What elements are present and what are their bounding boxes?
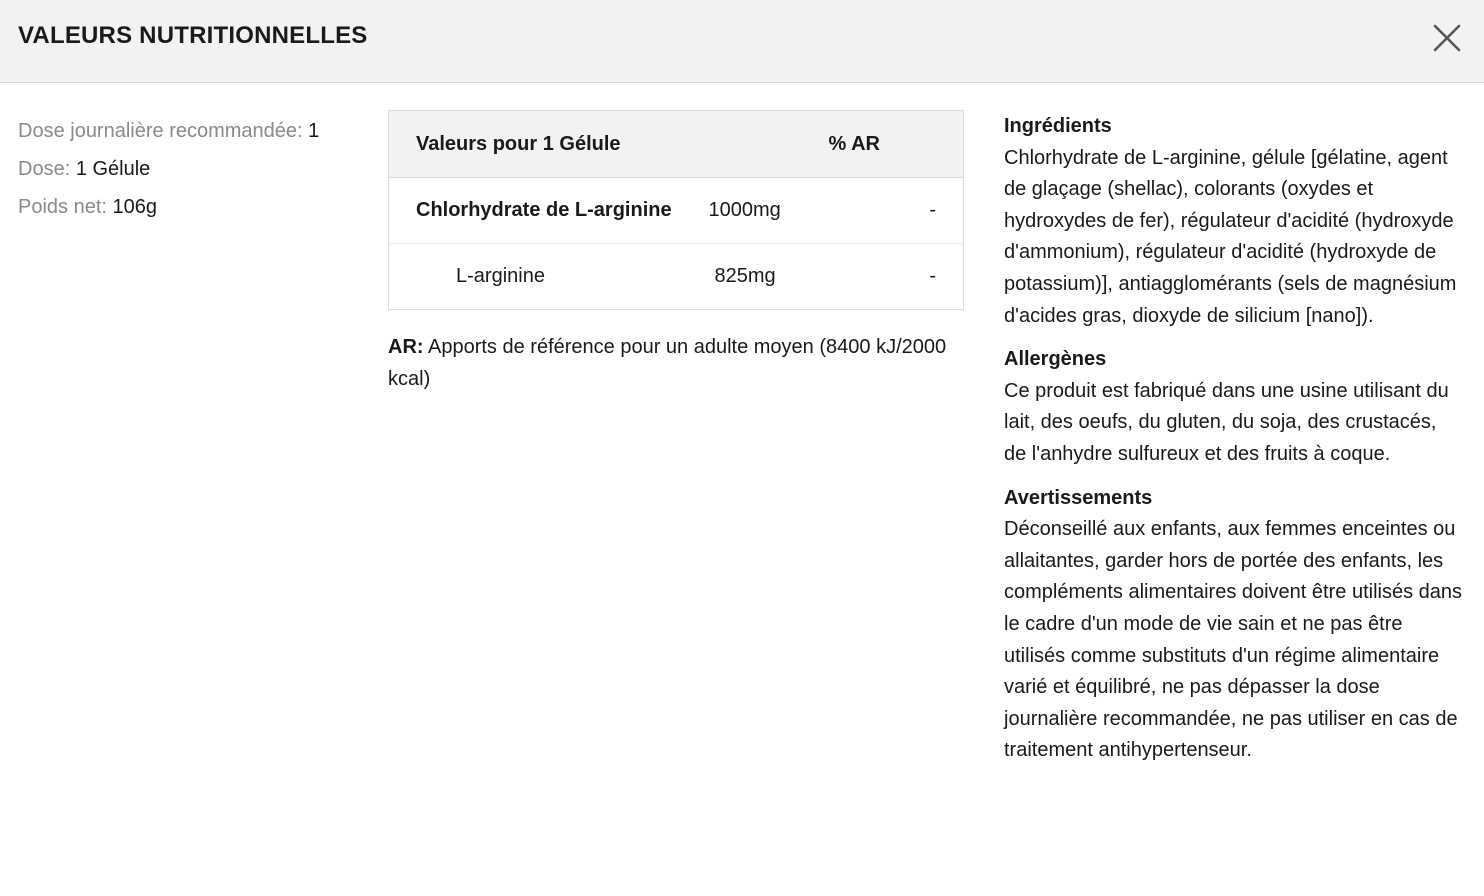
avertissements-title: Avertissements [1004, 486, 1153, 509]
nutrient-amount: 825mg [714, 265, 776, 287]
ar-footnote [388, 332, 948, 395]
modal-title: VALEURS NUTRITIONNELLES [18, 22, 368, 49]
table-row [389, 244, 964, 310]
ingredients-text: Chlorhydrate de L-arginine, gélule [gélatine, agent de glaçage (shellac), colorants (oxydes et hydroxydes de fer), régulateur d'acidité (hydroxyde d'ammonium), régulateur d'acidité (hydroxyde de potassium)], antiagglomérants (sels de magnésium d'acides gras, dioxyde de silicium [nano]). [1004, 146, 1457, 327]
nutrient-ar: - [929, 265, 936, 287]
header-ar: % AR [829, 111, 964, 178]
dose-journaliere-line [18, 112, 358, 150]
dose-journaliere-label: Dose journalière recommandée: [18, 120, 303, 142]
header-values: Valeurs pour 1 Gélule [389, 111, 829, 178]
dose-journaliere-value: 1 [308, 120, 320, 142]
product-details [1004, 111, 1464, 779]
allergenes-text: Ce produit est fabriqué dans une usine utilisant du lait, des oeufs, du gluten, du soja, des crustacés, de l'anhydre sulfureux et des fruits à coque. [1004, 379, 1449, 465]
poids-value: 106g [112, 196, 158, 218]
close-icon [1428, 19, 1466, 57]
table-row [389, 178, 964, 244]
modal-header [0, 0, 1484, 83]
dose-value: 1 Gélule [75, 158, 151, 180]
avertissements-text: Déconseillé aux enfants, aux femmes enceintes ou allaitantes, garder hors de portée des enfants, les compléments alimentaires doivent être utilisés dans le cadre d'un mode de vie sain et ne pas être utilisés comme substituts d'un régime alimentaire varié et équilibré, ne pas dépasser la dose journalière recommandée, ne pas utiliser en cas de traitement antihypertenseur. [1004, 518, 1462, 762]
dose-label: Dose: [18, 158, 71, 180]
nutrition-table [388, 110, 964, 310]
product-meta [18, 112, 358, 226]
poids-line [18, 188, 358, 226]
nutrient-name: Chlorhydrate de L-arginine [389, 178, 709, 244]
table-header-row [389, 111, 964, 178]
poids-label: Poids net: [18, 196, 107, 218]
allergenes-title: Allergènes [1004, 348, 1107, 371]
nutrient-ar: - [829, 178, 964, 244]
ar-footnote-text: Apports de référence pour un adulte moyen (8400 kJ/2000 kcal) [388, 336, 947, 390]
ar-footnote-label: AR: [388, 336, 424, 358]
ingredients-title: Ingrédients [1004, 115, 1112, 137]
close-button[interactable] [1428, 19, 1466, 57]
dose-line [18, 150, 358, 188]
nutrient-amount: 1000mg [709, 178, 829, 244]
nutrient-name: L-arginine [456, 265, 545, 287]
